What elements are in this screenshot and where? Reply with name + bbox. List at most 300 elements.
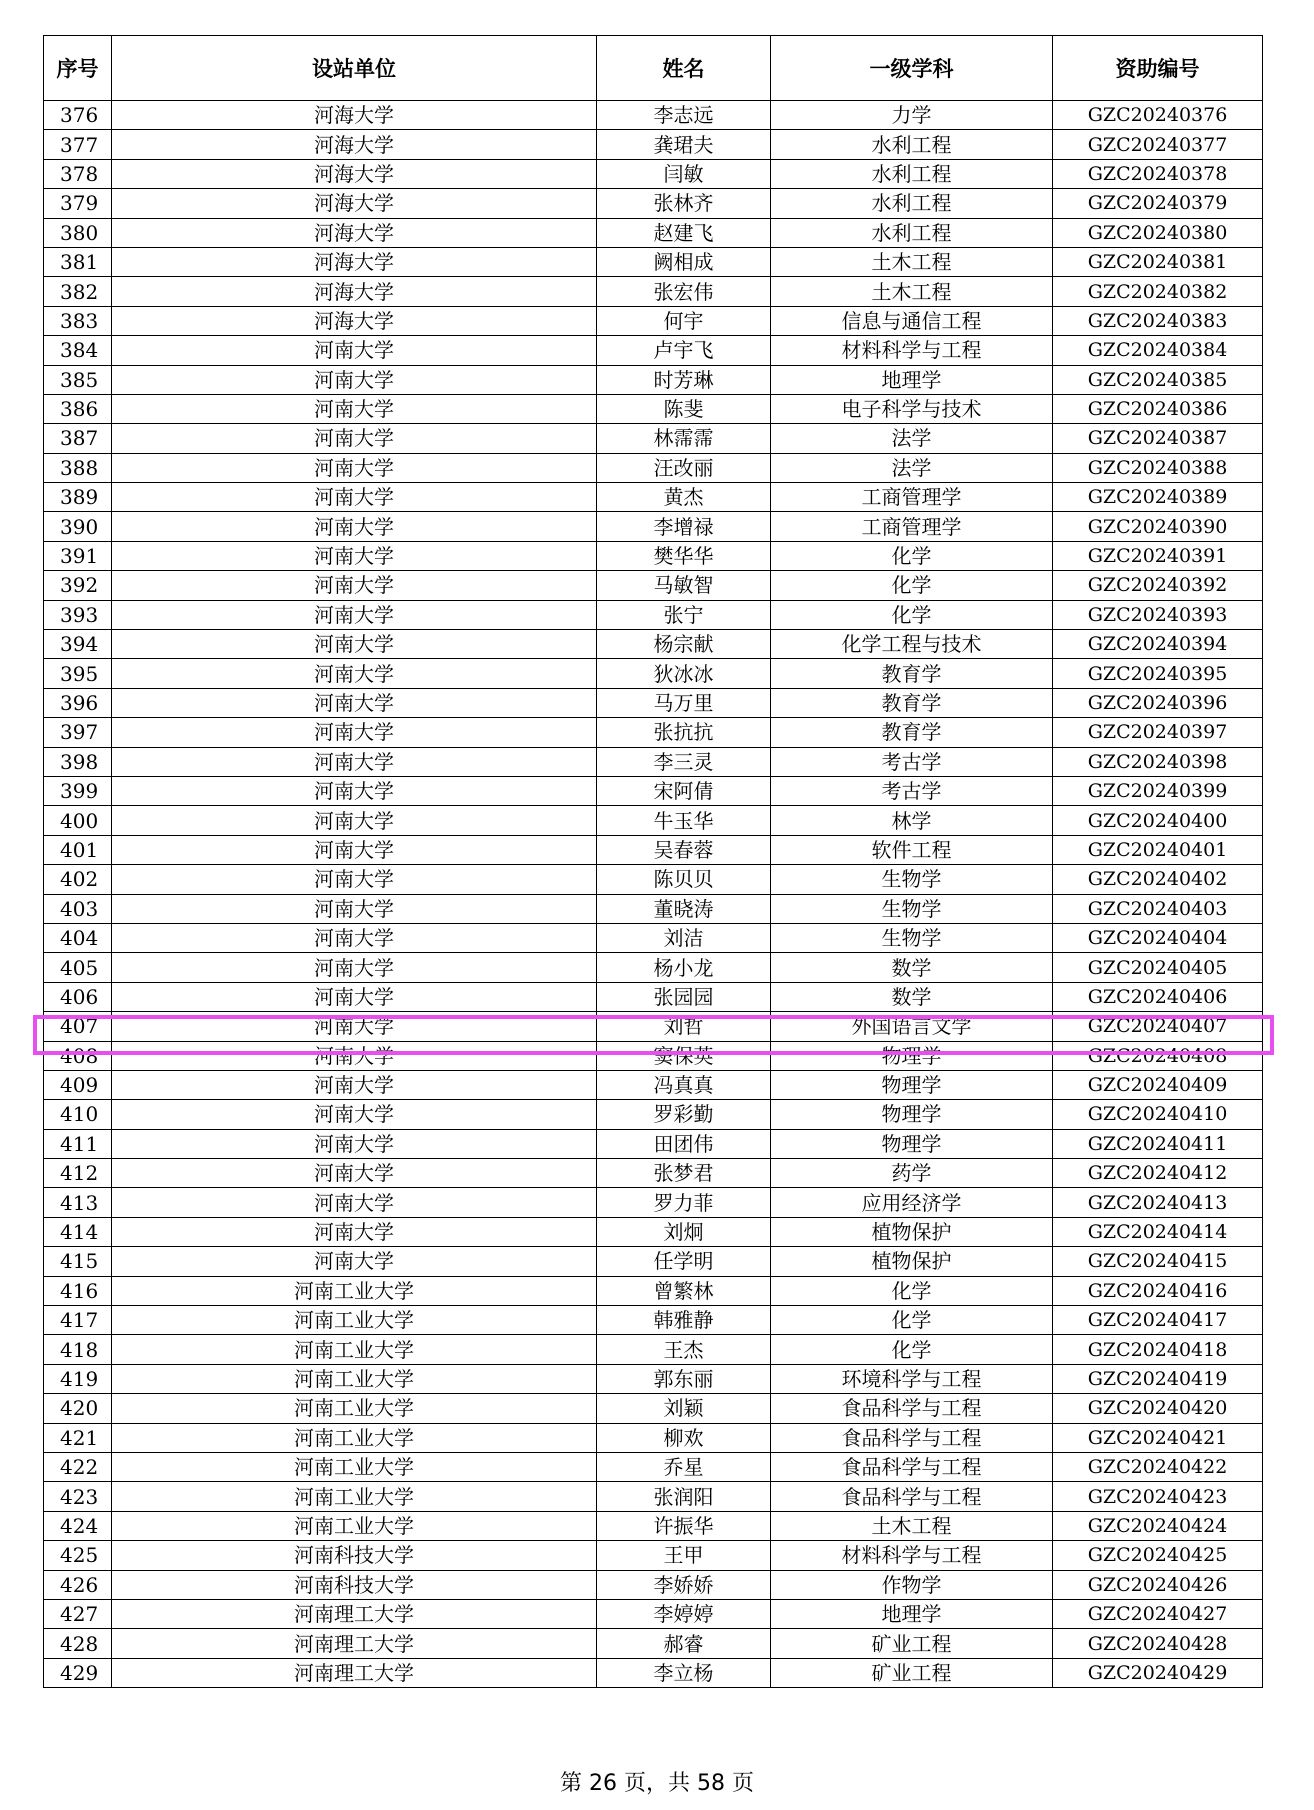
cell-unit: 河南工业大学: [112, 1452, 597, 1481]
table-row: [44, 336, 1263, 365]
cell-unit: 河南工业大学: [112, 1364, 597, 1393]
table-row: [44, 1482, 1263, 1511]
table-row: [44, 1276, 1263, 1305]
footer-total-pages: 58: [697, 1771, 725, 1796]
cell-discipline: 植物保护: [771, 1217, 1053, 1246]
cell-seq: 385: [44, 365, 112, 394]
cell-code: GZC20240387: [1053, 424, 1263, 453]
cell-seq: 390: [44, 512, 112, 541]
footer-page-number: 26: [588, 1771, 617, 1796]
cell-code: GZC20240382: [1053, 277, 1263, 306]
cell-discipline: 考古学: [771, 747, 1053, 776]
cell-unit: 河南大学: [112, 1100, 597, 1129]
cell-unit: 河南工业大学: [112, 1306, 597, 1335]
cell-unit: 河南理工大学: [112, 1629, 597, 1658]
cell-seq: 417: [44, 1306, 112, 1335]
table-row: [44, 630, 1263, 659]
cell-discipline: 应用经济学: [771, 1188, 1053, 1217]
table-row: [44, 865, 1263, 894]
cell-name: 陈贝贝: [597, 865, 771, 894]
header-name: 姓名: [597, 36, 771, 101]
table-row: [44, 688, 1263, 717]
cell-unit: 河南大学: [112, 835, 597, 864]
cell-seq: 424: [44, 1511, 112, 1540]
cell-unit: 河南大学: [112, 1188, 597, 1217]
cell-unit: 河南大学: [112, 806, 597, 835]
cell-code: GZC20240383: [1053, 306, 1263, 335]
cell-unit: 河南工业大学: [112, 1394, 597, 1423]
cell-code: GZC20240397: [1053, 718, 1263, 747]
cell-unit: 河南大学: [112, 453, 597, 482]
cell-name: 张润阳: [597, 1482, 771, 1511]
cell-unit: 河海大学: [112, 306, 597, 335]
cell-code: GZC20240403: [1053, 894, 1263, 923]
table-row: [44, 130, 1263, 159]
cell-seq: 416: [44, 1276, 112, 1305]
cell-seq: 391: [44, 541, 112, 570]
cell-discipline: 材料科学与工程: [771, 336, 1053, 365]
cell-seq: 427: [44, 1599, 112, 1628]
table-row: [44, 1188, 1263, 1217]
cell-discipline: 物理学: [771, 1129, 1053, 1158]
cell-name: 陈斐: [597, 394, 771, 423]
cell-code: GZC20240399: [1053, 776, 1263, 805]
table-row: [44, 541, 1263, 570]
table-row: [44, 453, 1263, 482]
cell-name: 张梦君: [597, 1159, 771, 1188]
cell-seq: 381: [44, 247, 112, 276]
cell-code: GZC20240414: [1053, 1217, 1263, 1246]
cell-seq: 418: [44, 1335, 112, 1364]
cell-code: GZC20240424: [1053, 1511, 1263, 1540]
cell-code: GZC20240398: [1053, 747, 1263, 776]
cell-code: GZC20240422: [1053, 1452, 1263, 1481]
cell-name: 李三灵: [597, 747, 771, 776]
cell-discipline: 化学: [771, 541, 1053, 570]
table-row: [44, 306, 1263, 335]
cell-seq: 395: [44, 659, 112, 688]
cell-code: GZC20240413: [1053, 1188, 1263, 1217]
cell-name: 罗彩勤: [597, 1100, 771, 1129]
table-row: [44, 424, 1263, 453]
cell-name: 刘炯: [597, 1217, 771, 1246]
cell-name: 王甲: [597, 1541, 771, 1570]
cell-unit: 河南大学: [112, 718, 597, 747]
cell-unit: 河南大学: [112, 659, 597, 688]
cell-seq: 428: [44, 1629, 112, 1658]
cell-name: 李志远: [597, 101, 771, 130]
table-row: [44, 394, 1263, 423]
cell-seq: 386: [44, 394, 112, 423]
cell-code: GZC20240389: [1053, 483, 1263, 512]
cell-discipline: 食品科学与工程: [771, 1482, 1053, 1511]
cell-discipline: 食品科学与工程: [771, 1394, 1053, 1423]
cell-discipline: 法学: [771, 453, 1053, 482]
cell-seq: 425: [44, 1541, 112, 1570]
table-row: [44, 894, 1263, 923]
cell-unit: 河南大学: [112, 336, 597, 365]
cell-code: GZC20240391: [1053, 541, 1263, 570]
cell-code: GZC20240394: [1053, 630, 1263, 659]
cell-seq: 377: [44, 130, 112, 159]
table-row: [44, 1217, 1263, 1246]
cell-unit: 河南大学: [112, 394, 597, 423]
cell-name: 杨宗献: [597, 630, 771, 659]
table-row: [44, 1452, 1263, 1481]
cell-seq: 408: [44, 1041, 112, 1070]
cell-unit: 河南大学: [112, 424, 597, 453]
cell-discipline: 化学: [771, 1306, 1053, 1335]
cell-name: 马敏智: [597, 571, 771, 600]
cell-discipline: 外国语言文学: [771, 1012, 1053, 1041]
table-row: [44, 218, 1263, 247]
cell-name: 刘洁: [597, 923, 771, 952]
cell-seq: 378: [44, 159, 112, 188]
cell-unit: 河南大学: [112, 894, 597, 923]
cell-discipline: 地理学: [771, 365, 1053, 394]
header-discipline: 一级学科: [771, 36, 1053, 101]
cell-unit: 河海大学: [112, 189, 597, 218]
cell-discipline: 土木工程: [771, 247, 1053, 276]
cell-seq: 392: [44, 571, 112, 600]
cell-name: 张林齐: [597, 189, 771, 218]
table-row: [44, 159, 1263, 188]
cell-code: GZC20240420: [1053, 1394, 1263, 1423]
cell-code: GZC20240385: [1053, 365, 1263, 394]
cell-discipline: 化学工程与技术: [771, 630, 1053, 659]
cell-code: GZC20240401: [1053, 835, 1263, 864]
cell-unit: 河海大学: [112, 101, 597, 130]
cell-code: GZC20240400: [1053, 806, 1263, 835]
cell-code: GZC20240418: [1053, 1335, 1263, 1364]
cell-unit: 河南工业大学: [112, 1335, 597, 1364]
cell-name: 刘颖: [597, 1394, 771, 1423]
table-body: [44, 101, 1263, 1688]
cell-name: 林霈霈: [597, 424, 771, 453]
table-row: [44, 806, 1263, 835]
cell-name: 李增禄: [597, 512, 771, 541]
cell-discipline: 力学: [771, 101, 1053, 130]
cell-discipline: 教育学: [771, 718, 1053, 747]
cell-discipline: 工商管理学: [771, 512, 1053, 541]
cell-seq: 401: [44, 835, 112, 864]
cell-seq: 384: [44, 336, 112, 365]
cell-seq: 404: [44, 923, 112, 952]
cell-unit: 河南工业大学: [112, 1511, 597, 1540]
cell-discipline: 水利工程: [771, 130, 1053, 159]
cell-name: 柳欢: [597, 1423, 771, 1452]
cell-code: GZC20240378: [1053, 159, 1263, 188]
cell-unit: 河南理工大学: [112, 1658, 597, 1687]
cell-name: 赵建飞: [597, 218, 771, 247]
header-unit: 设站单位: [112, 36, 597, 101]
cell-discipline: 生物学: [771, 894, 1053, 923]
cell-unit: 河南理工大学: [112, 1599, 597, 1628]
cell-discipline: 数学: [771, 953, 1053, 982]
table-row: [44, 923, 1263, 952]
table-row: [44, 718, 1263, 747]
cell-unit: 河南大学: [112, 865, 597, 894]
cell-unit: 河南大学: [112, 1217, 597, 1246]
cell-unit: 河南大学: [112, 776, 597, 805]
cell-seq: 429: [44, 1658, 112, 1687]
cell-unit: 河南大学: [112, 600, 597, 629]
cell-seq: 414: [44, 1217, 112, 1246]
cell-unit: 河南大学: [112, 541, 597, 570]
cell-discipline: 水利工程: [771, 159, 1053, 188]
cell-code: GZC20240419: [1053, 1364, 1263, 1393]
cell-name: 黄杰: [597, 483, 771, 512]
cell-seq: 399: [44, 776, 112, 805]
cell-discipline: 材料科学与工程: [771, 1541, 1053, 1570]
cell-name: 龚珺夫: [597, 130, 771, 159]
cell-name: 乔星: [597, 1452, 771, 1481]
cell-code: GZC20240386: [1053, 394, 1263, 423]
header-seq: 序号: [44, 36, 112, 101]
cell-code: GZC20240412: [1053, 1159, 1263, 1188]
cell-seq: 394: [44, 630, 112, 659]
cell-unit: 河南大学: [112, 688, 597, 717]
table-row: [44, 1658, 1263, 1687]
cell-name: 李婷婷: [597, 1599, 771, 1628]
cell-unit: 河南大学: [112, 630, 597, 659]
cell-name: 闫敏: [597, 159, 771, 188]
table-row: [44, 1423, 1263, 1452]
table-row: [44, 1041, 1263, 1070]
cell-code: GZC20240427: [1053, 1599, 1263, 1628]
cell-unit: 河海大学: [112, 130, 597, 159]
cell-discipline: 物理学: [771, 1041, 1053, 1070]
cell-discipline: 电子科学与技术: [771, 394, 1053, 423]
cell-code: GZC20240405: [1053, 953, 1263, 982]
cell-unit: 河南工业大学: [112, 1482, 597, 1511]
cell-name: 罗力菲: [597, 1188, 771, 1217]
cell-unit: 河南大学: [112, 1247, 597, 1276]
table-row: [44, 1541, 1263, 1570]
page-footer: [0, 1766, 1314, 1797]
cell-name: 杨小龙: [597, 953, 771, 982]
cell-discipline: 作物学: [771, 1570, 1053, 1599]
table-row: [44, 1629, 1263, 1658]
cell-code: GZC20240379: [1053, 189, 1263, 218]
cell-unit: 河南大学: [112, 483, 597, 512]
cell-name: 张宏伟: [597, 277, 771, 306]
cell-discipline: 矿业工程: [771, 1658, 1053, 1687]
cell-name: 卢宇飞: [597, 336, 771, 365]
table-row: [44, 1129, 1263, 1158]
table-row: [44, 247, 1263, 276]
cell-name: 李娇娇: [597, 1570, 771, 1599]
cell-code: GZC20240406: [1053, 982, 1263, 1011]
cell-unit: 河海大学: [112, 159, 597, 188]
cell-name: 韩雅静: [597, 1306, 771, 1335]
table-row: [44, 189, 1263, 218]
cell-seq: 402: [44, 865, 112, 894]
cell-name: 郭东丽: [597, 1364, 771, 1393]
footer-middle: 页，共: [623, 1771, 690, 1796]
cell-code: GZC20240425: [1053, 1541, 1263, 1570]
cell-unit: 河南科技大学: [112, 1570, 597, 1599]
cell-code: GZC20240393: [1053, 600, 1263, 629]
cell-unit: 河南工业大学: [112, 1423, 597, 1452]
table-row: [44, 1070, 1263, 1099]
cell-seq: 403: [44, 894, 112, 923]
cell-name: 宋阿倩: [597, 776, 771, 805]
table-row: [44, 1394, 1263, 1423]
cell-code: GZC20240376: [1053, 101, 1263, 130]
cell-discipline: 生物学: [771, 865, 1053, 894]
cell-discipline: 水利工程: [771, 189, 1053, 218]
cell-seq: 387: [44, 424, 112, 453]
cell-code: GZC20240429: [1053, 1658, 1263, 1687]
cell-discipline: 矿业工程: [771, 1629, 1053, 1658]
cell-seq: 415: [44, 1247, 112, 1276]
cell-unit: 河南大学: [112, 953, 597, 982]
cell-code: GZC20240417: [1053, 1306, 1263, 1335]
cell-seq: 423: [44, 1482, 112, 1511]
cell-name: 牛玉华: [597, 806, 771, 835]
cell-name: 董晓涛: [597, 894, 771, 923]
cell-seq: 400: [44, 806, 112, 835]
cell-code: GZC20240428: [1053, 1629, 1263, 1658]
cell-code: GZC20240381: [1053, 247, 1263, 276]
cell-name: 任学明: [597, 1247, 771, 1276]
cell-seq: 421: [44, 1423, 112, 1452]
table-row: [44, 600, 1263, 629]
cell-seq: 379: [44, 189, 112, 218]
cell-seq: 398: [44, 747, 112, 776]
cell-seq: 376: [44, 101, 112, 130]
cell-seq: 426: [44, 1570, 112, 1599]
cell-unit: 河海大学: [112, 218, 597, 247]
cell-discipline: 化学: [771, 600, 1053, 629]
cell-unit: 河南科技大学: [112, 1541, 597, 1570]
table-row: [44, 1364, 1263, 1393]
cell-discipline: 水利工程: [771, 218, 1053, 247]
table-row: [44, 512, 1263, 541]
cell-code: GZC20240384: [1053, 336, 1263, 365]
cell-discipline: 林学: [771, 806, 1053, 835]
cell-unit: 河南大学: [112, 1041, 597, 1070]
table-row: [44, 1306, 1263, 1335]
cell-seq: 406: [44, 982, 112, 1011]
cell-name: 张宁: [597, 600, 771, 629]
cell-discipline: 工商管理学: [771, 483, 1053, 512]
table-row: [44, 747, 1263, 776]
cell-seq: 405: [44, 953, 112, 982]
cell-discipline: 化学: [771, 571, 1053, 600]
cell-name: 张园园: [597, 982, 771, 1011]
table-row: [44, 1247, 1263, 1276]
footer-suffix: 页: [732, 1771, 755, 1796]
table-row: [44, 1599, 1263, 1628]
cell-discipline: 植物保护: [771, 1247, 1053, 1276]
cell-discipline: 物理学: [771, 1100, 1053, 1129]
cell-unit: 河南大学: [112, 512, 597, 541]
table-row: [44, 953, 1263, 982]
cell-seq: 382: [44, 277, 112, 306]
cell-name: 窦保英: [597, 1041, 771, 1070]
cell-name: 何宇: [597, 306, 771, 335]
cell-code: GZC20240410: [1053, 1100, 1263, 1129]
cell-name: 狄冰冰: [597, 659, 771, 688]
table-row: [44, 835, 1263, 864]
cell-unit: 河南大学: [112, 923, 597, 952]
cell-discipline: 法学: [771, 424, 1053, 453]
cell-code: GZC20240402: [1053, 865, 1263, 894]
cell-seq: 410: [44, 1100, 112, 1129]
cell-unit: 河南大学: [112, 1070, 597, 1099]
cell-name: 樊华华: [597, 541, 771, 570]
cell-name: 马万里: [597, 688, 771, 717]
cell-seq: 413: [44, 1188, 112, 1217]
cell-discipline: 土木工程: [771, 277, 1053, 306]
cell-name: 许振华: [597, 1511, 771, 1540]
table-header-row: [44, 36, 1263, 101]
table-row: [44, 365, 1263, 394]
cell-seq: 411: [44, 1129, 112, 1158]
cell-seq: 397: [44, 718, 112, 747]
table-row: [44, 1335, 1263, 1364]
cell-code: GZC20240423: [1053, 1482, 1263, 1511]
cell-code: GZC20240395: [1053, 659, 1263, 688]
cell-code: GZC20240404: [1053, 923, 1263, 952]
cell-code: GZC20240426: [1053, 1570, 1263, 1599]
cell-name: 冯真真: [597, 1070, 771, 1099]
cell-seq: 409: [44, 1070, 112, 1099]
cell-discipline: 教育学: [771, 688, 1053, 717]
cell-seq: 383: [44, 306, 112, 335]
cell-name: 汪改丽: [597, 453, 771, 482]
table-row: [44, 1012, 1263, 1041]
cell-name: 李立杨: [597, 1658, 771, 1687]
cell-name: 阙相成: [597, 247, 771, 276]
table-row: [44, 1159, 1263, 1188]
table-row: [44, 982, 1263, 1011]
cell-name: 郝睿: [597, 1629, 771, 1658]
cell-discipline: 食品科学与工程: [771, 1452, 1053, 1481]
cell-unit: 河南大学: [112, 571, 597, 600]
cell-code: GZC20240409: [1053, 1070, 1263, 1099]
table-row: [44, 483, 1263, 512]
cell-seq: 380: [44, 218, 112, 247]
cell-unit: 河南大学: [112, 1129, 597, 1158]
cell-code: GZC20240415: [1053, 1247, 1263, 1276]
table-row: [44, 101, 1263, 130]
cell-seq: 396: [44, 688, 112, 717]
cell-discipline: 信息与通信工程: [771, 306, 1053, 335]
cell-name: 张抗抗: [597, 718, 771, 747]
cell-discipline: 食品科学与工程: [771, 1423, 1053, 1452]
cell-discipline: 生物学: [771, 923, 1053, 952]
cell-code: GZC20240407: [1053, 1012, 1263, 1041]
cell-code: GZC20240380: [1053, 218, 1263, 247]
cell-seq: 420: [44, 1394, 112, 1423]
cell-discipline: 地理学: [771, 1599, 1053, 1628]
cell-seq: 389: [44, 483, 112, 512]
cell-seq: 407: [44, 1012, 112, 1041]
table-row: [44, 1511, 1263, 1540]
table-row: [44, 1570, 1263, 1599]
cell-discipline: 土木工程: [771, 1511, 1053, 1540]
table-row: [44, 776, 1263, 805]
cell-name: 田团伟: [597, 1129, 771, 1158]
cell-code: GZC20240377: [1053, 130, 1263, 159]
cell-unit: 河南工业大学: [112, 1276, 597, 1305]
cell-unit: 河南大学: [112, 1159, 597, 1188]
table-row: [44, 571, 1263, 600]
cell-discipline: 环境科学与工程: [771, 1364, 1053, 1393]
